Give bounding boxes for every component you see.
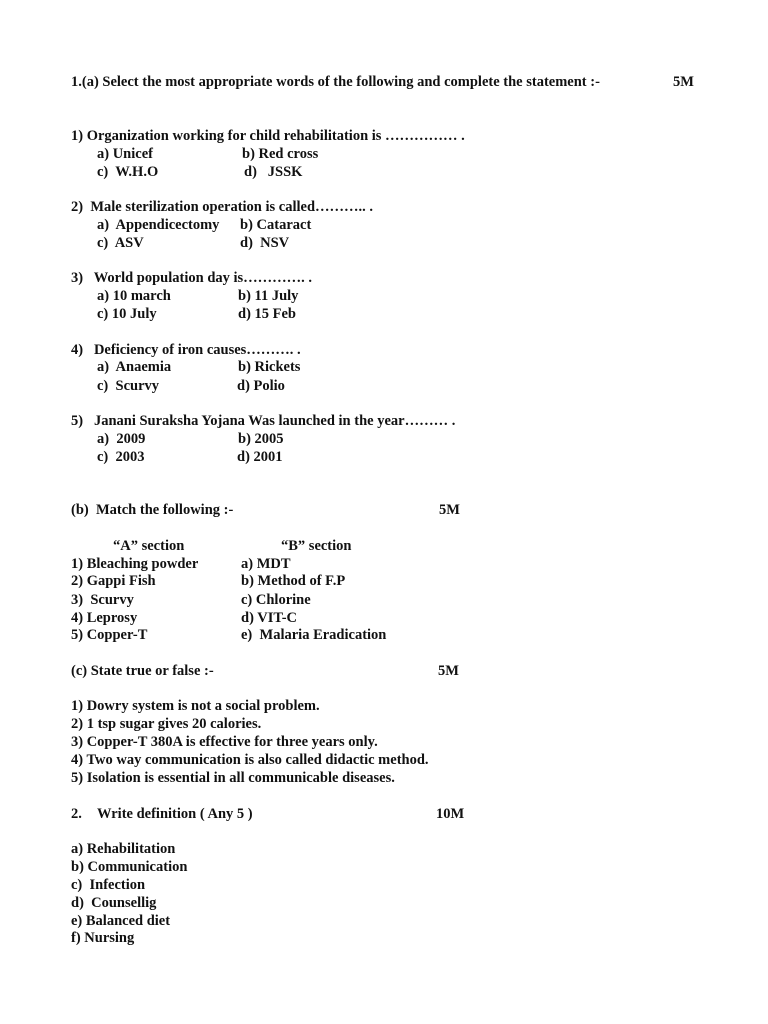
q1c-item-5: 5) Isolation is essential in all communicable diseases. — [71, 770, 395, 786]
q1b-row-4-a: 4) Leprosy — [71, 610, 138, 626]
q1a-item-5-option-c: c) 2003 — [97, 449, 145, 465]
q2-heading: Write definition ( Any 5 ) — [97, 806, 253, 822]
q1a-item-3-option-a: a) 10 march — [97, 288, 171, 304]
q1a-item-4-option-c: c) Scurvy — [97, 378, 160, 394]
q1a-item-3-option-d: d) 15 Feb — [238, 306, 296, 322]
q2-marks: 10M — [436, 806, 465, 822]
q1b-col-b-header: “B” section — [281, 538, 352, 554]
q1a-item-3-option-b: b) 11 July — [238, 288, 299, 304]
q1a-item-2-stem: 2) Male sterilization operation is called……….. . — [71, 199, 374, 215]
q1a-item-2-option-c: c) ASV — [97, 235, 144, 251]
q1b-row-5-b: e) Malaria Eradication — [241, 627, 387, 643]
q1a-item-1-stem: 1) Organization working for child rehabilitation is …………… . — [71, 128, 465, 144]
q1c-item-2: 2) 1 tsp sugar gives 20 calories. — [71, 716, 262, 732]
q1a-item-5-stem: 5) Janani Suraksha Yojana Was launched in the year……… . — [71, 413, 456, 429]
q2-item-e: e) Balanced diet — [71, 913, 171, 929]
q1a-item-1-option-c: c) W.H.O — [97, 164, 159, 180]
q1a-item-2-option-d: d) NSV — [240, 235, 290, 251]
q1b-heading: (b) Match the following :- — [71, 502, 234, 518]
q1b-row-4-b: d) VIT-C — [241, 610, 298, 626]
q1b-row-2-b: b) Method of F.P — [241, 573, 346, 589]
q1a-item-4-option-b: b) Rickets — [238, 359, 301, 375]
q1b-marks: 5M — [439, 502, 460, 518]
q1b-row-1-b: a) MDT — [241, 556, 291, 572]
q1a-item-2-option-a: a) Appendicectomy — [97, 217, 220, 233]
q1a-item-3-stem: 3) World population day is…………. . — [71, 270, 313, 286]
q1a-item-1-option-d: d) JSSK — [244, 164, 303, 180]
q1a-item-5-option-a: a) 2009 — [97, 431, 146, 447]
q1a-item-4-stem: 4) Deficiency of iron causes………. . — [71, 342, 301, 358]
q1b-row-3-b: c) Chlorine — [241, 592, 311, 608]
q1a-item-5-option-b: b) 2005 — [238, 431, 284, 447]
q1a-item-1-option-a: a) Unicef — [97, 146, 153, 162]
q1a-item-2-option-b: b) Cataract — [240, 217, 312, 233]
q2-item-f: f) Nursing — [71, 930, 135, 946]
q1c-item-3: 3) Copper-T 380A is effective for three years only. — [71, 734, 378, 750]
q2-item-b: b) Communication — [71, 859, 188, 875]
q1c-item-1: 1) Dowry system is not a social problem. — [71, 698, 320, 714]
q1a-heading: 1.(a) Select the most appropriate words of the following and complete the statement :- — [71, 74, 600, 90]
q2-item-a: a) Rehabilitation — [71, 841, 176, 857]
q1a-item-3-option-c: c) 10 July — [97, 306, 157, 322]
q1a-marks: 5M — [673, 74, 694, 90]
q2-item-c: c) Infection — [71, 877, 146, 893]
q1c-marks: 5M — [438, 663, 459, 679]
q1b-row-3-a: 3) Scurvy — [71, 592, 134, 608]
q1b-row-5-a: 5) Copper-T — [71, 627, 148, 643]
q2-number: 2. — [71, 806, 82, 822]
q1b-row-2-a: 2) Gappi Fish — [71, 573, 156, 589]
q1c-heading: (c) State true or false :- — [71, 663, 214, 679]
q1a-item-1-option-b: b) Red cross — [242, 146, 319, 162]
q1b-col-a-header: “A” section — [113, 538, 185, 554]
q1a-item-5-option-d: d) 2001 — [237, 449, 283, 465]
q2-item-d: d) Counsellig — [71, 895, 157, 911]
q1a-item-4-option-d: d) Polio — [237, 378, 285, 394]
q1c-item-4: 4) Two way communication is also called didactic method. — [71, 752, 429, 768]
q1b-row-1-a: 1) Bleaching powder — [71, 556, 199, 572]
q1a-item-4-option-a: a) Anaemia — [97, 359, 172, 375]
